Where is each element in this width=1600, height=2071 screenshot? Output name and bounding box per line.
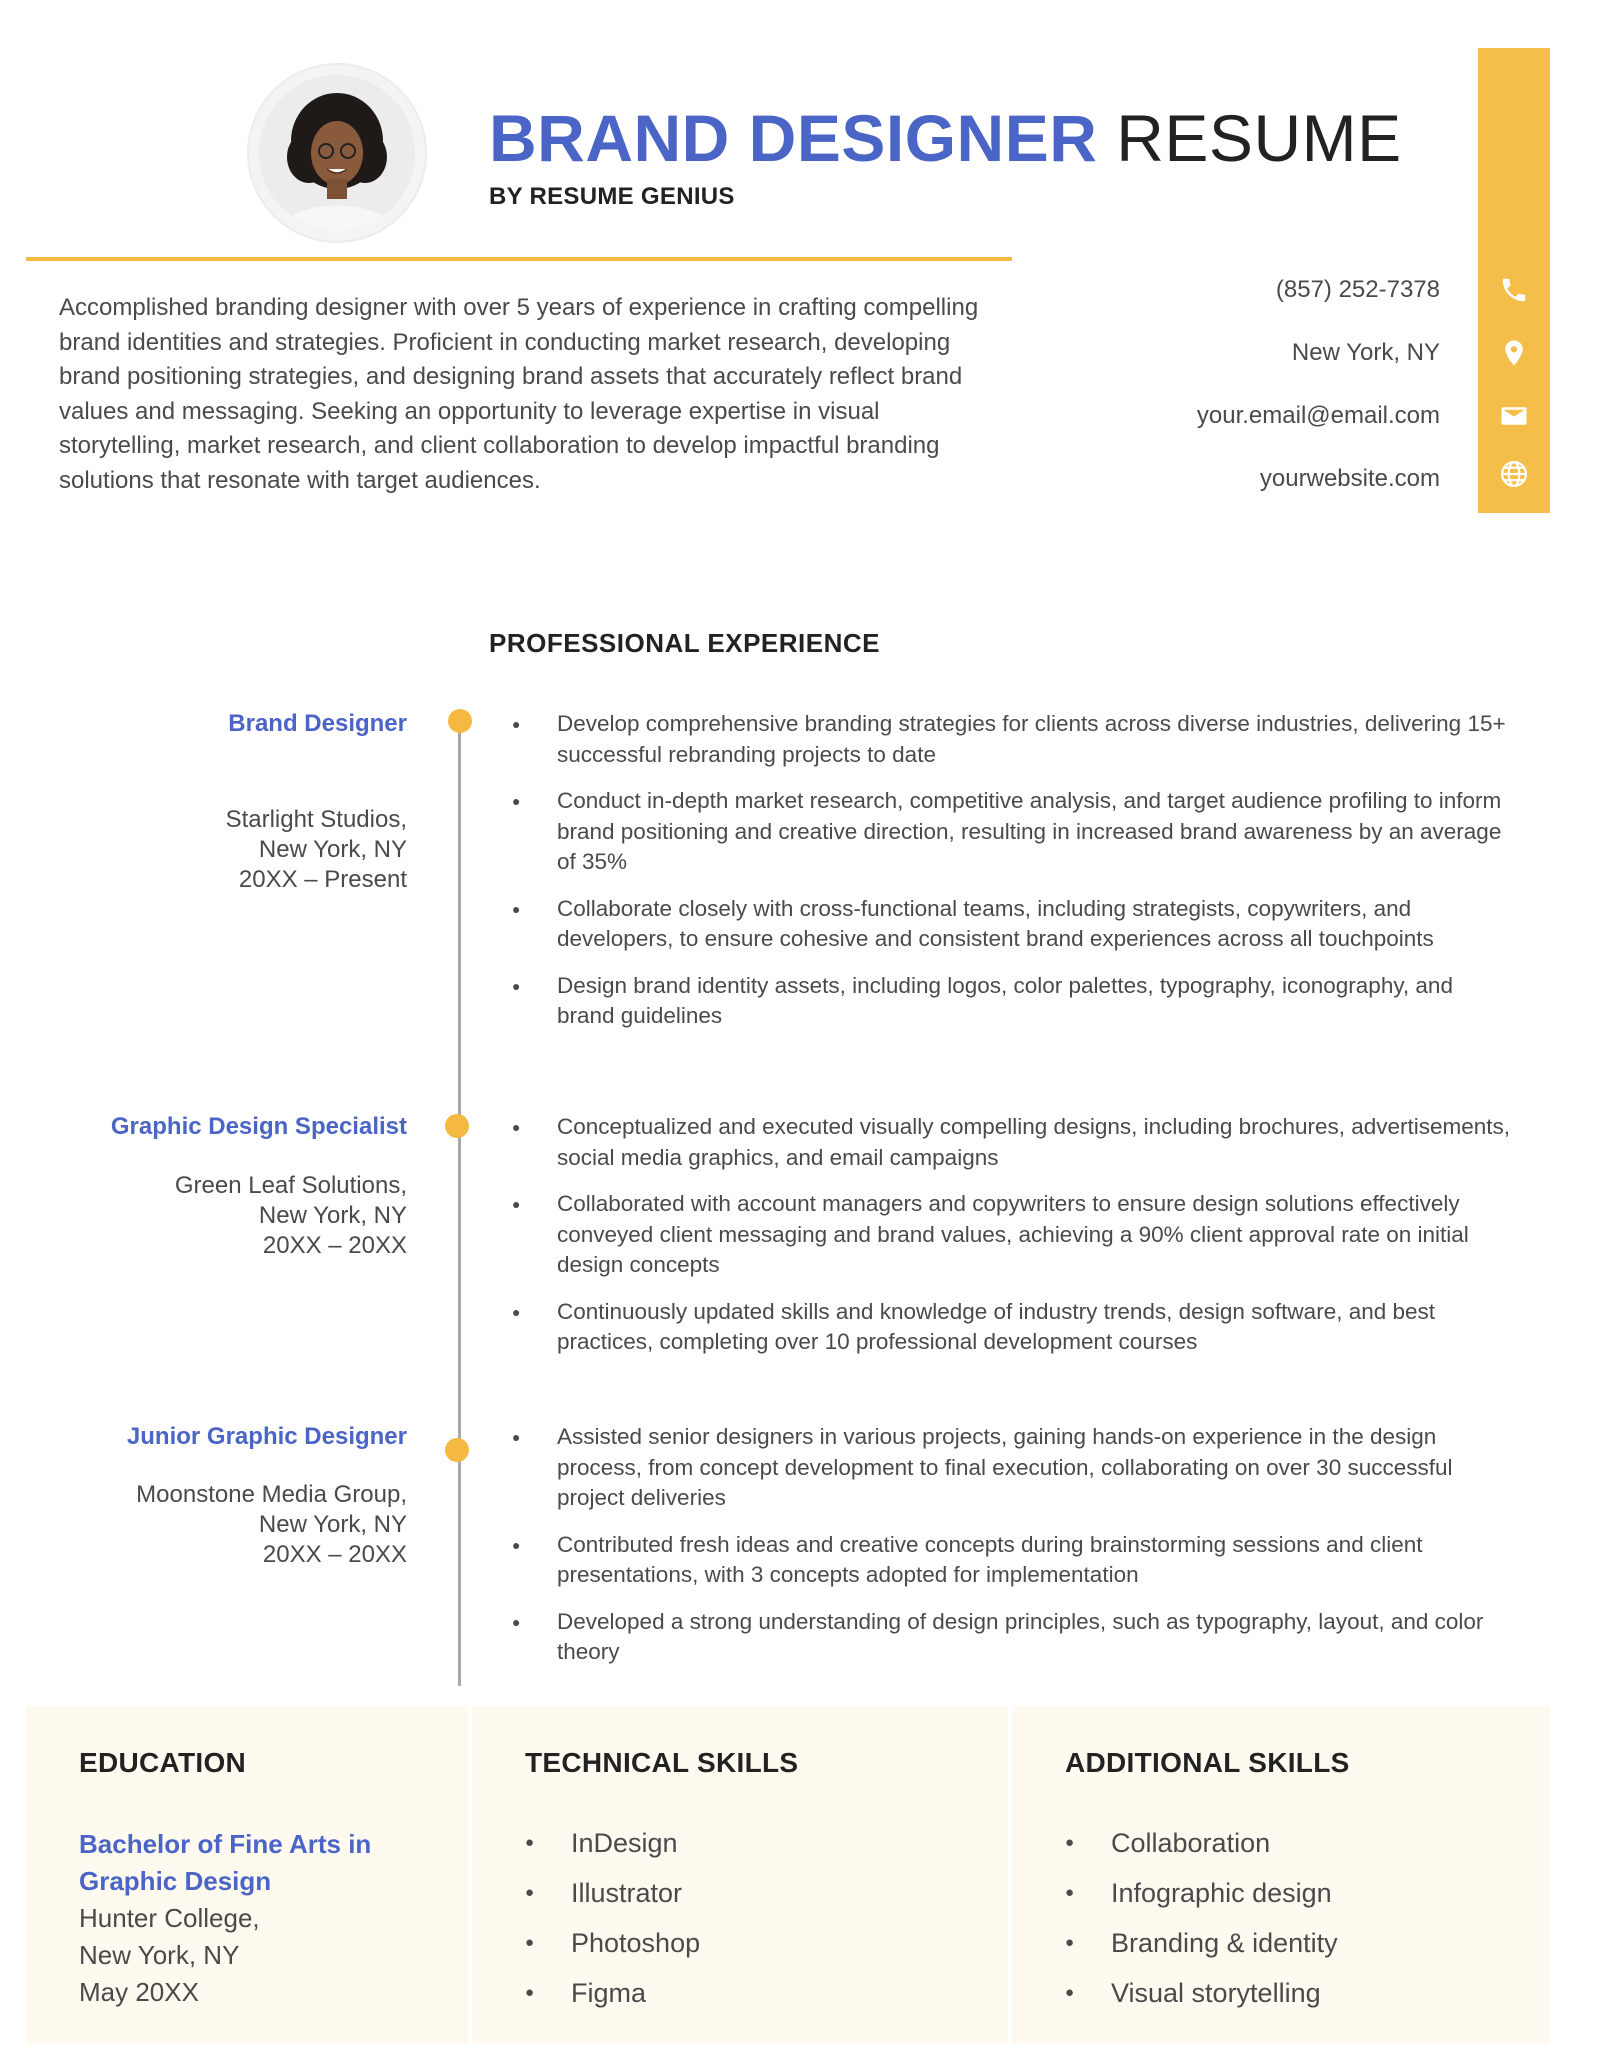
technical-skills-list — [525, 1818, 700, 2018]
title-accent: BRAND DESIGNER — [489, 101, 1098, 175]
bullet-item: ● Contributed fresh ideas and creative concepts during brainstorming sessions and client presentations, with 3 concepts adopted for implementation — [512, 1530, 1512, 1591]
bullet-item: ● Collaborated with account managers and copywriters to ensure design solutions effectively conveyed client messaging and brand values, achieving a 90% client approval rate on initial design concepts — [512, 1189, 1512, 1281]
technical-skills-heading: TECHNICAL SKILLS — [525, 1747, 799, 1778]
skill-item: ● Figma — [525, 1968, 700, 2018]
job-company: Starlight Studios, — [225, 806, 407, 833]
bullet-item: ● Design brand identity assets, including logos, color palettes, typography, iconography, and brand guidelines — [512, 971, 1512, 1032]
skill-item: ● Illustrator — [525, 1868, 700, 1918]
envelope-icon — [1499, 401, 1529, 431]
resume-title — [489, 98, 1402, 178]
job-company: Moonstone Media Group, — [136, 1481, 407, 1508]
job-title: Brand Designer — [228, 710, 407, 737]
skill-item: ● Visual storytelling — [1065, 1968, 1338, 2018]
timeline-dot — [445, 1114, 469, 1138]
bullet-item: ● Conceptualized and executed visually compelling designs, including brochures, advertisements, social media graphics, and email campaigns — [512, 1112, 1512, 1173]
job-location: New York, NY — [258, 1511, 407, 1538]
skill-item: ● InDesign — [525, 1818, 700, 1868]
job-bullets — [512, 709, 1512, 1048]
location-pin-icon — [1499, 338, 1529, 368]
job-title: Junior Graphic Designer — [126, 1423, 407, 1450]
globe-icon — [1499, 459, 1529, 489]
job-dates: 20XX – Present — [238, 866, 407, 893]
bullet-item: ● Developed a strong understanding of design principles, such as typography, layout, and color theory — [512, 1607, 1512, 1668]
job-details — [226, 805, 407, 895]
avatar — [259, 75, 415, 231]
education-degree: Bachelor of Fine Arts in Graphic Design — [79, 1829, 372, 1896]
phone-icon — [1499, 275, 1529, 305]
skill-item: ● Infographic design — [1065, 1868, 1338, 1918]
contact-phone[interactable]: (857) 252-7378 — [1275, 276, 1440, 303]
bullet-item: ● Conduct in-depth market research, competitive analysis, and target audience profiling to inform brand positioning and creative direction, resulting in increased brand awareness by an average of 35% — [512, 786, 1512, 878]
avatar-portrait — [259, 75, 415, 231]
summary-text: Accomplished branding designer with over 5 years of experience in crafting compelling brand identities and strategies. Proficient in conducting market research, developing brand positioning strategies, and designing brand assets that accurately reflect brand values and messaging. Seeking an opportunity to leverage expertise in visual storytelling, market research, and client collaboration to develop impactful branding solutions that resonate with target audiences. — [59, 294, 979, 494]
job-location: New York, NY — [258, 1202, 407, 1229]
job-details — [136, 1480, 407, 1570]
job-details — [175, 1171, 407, 1261]
education-location: New York, NY — [79, 1940, 240, 1970]
education-date: May 20XX — [79, 1977, 199, 2007]
education-details — [79, 1900, 260, 2011]
experience-heading: PROFESSIONAL EXPERIENCE — [489, 628, 880, 658]
byline: BY RESUME GENIUS — [489, 183, 735, 210]
title-rest: RESUME — [1116, 101, 1402, 175]
job-location: New York, NY — [258, 836, 407, 863]
education-school: Hunter College, — [79, 1903, 260, 1933]
additional-skills-list — [1065, 1818, 1338, 2018]
job-bullets — [512, 1112, 1512, 1374]
job-title: Graphic Design Specialist — [110, 1113, 407, 1140]
timeline-line — [458, 720, 461, 1686]
education-heading: EDUCATION — [79, 1747, 247, 1778]
bullet-item: ● Collaborate closely with cross-functional teams, including strategists, copywriters, and developers, to ensure cohesive and consistent brand experiences across all touchpoints — [512, 894, 1512, 955]
skill-item: ● Collaboration — [1065, 1818, 1338, 1868]
job-dates: 20XX – 20XX — [262, 1232, 407, 1259]
contact-location: New York, NY — [1291, 339, 1440, 366]
contact-email[interactable]: your.email@email.com — [1196, 402, 1440, 429]
contact-website[interactable]: yourwebsite.com — [1259, 465, 1440, 492]
additional-skills-heading: ADDITIONAL SKILLS — [1065, 1747, 1350, 1778]
header-divider — [26, 257, 1012, 261]
skill-item: ● Photoshop — [525, 1918, 700, 1968]
job-dates: 20XX – 20XX — [262, 1541, 407, 1568]
job-bullets — [512, 1422, 1512, 1684]
bullet-item: ● Develop comprehensive branding strategies for clients across diverse industries, delivering 15+ successful rebranding projects to date — [512, 709, 1512, 770]
bullet-item: ● Assisted senior designers in various projects, gaining hands-on experience in the design process, from concept development to final execution, collaborating on over 30 successful project deliveries — [512, 1422, 1512, 1514]
timeline-dot — [448, 709, 472, 733]
bullet-item: ● Continuously updated skills and knowledge of industry trends, design software, and best practices, completing over 10 professional development courses — [512, 1297, 1512, 1358]
skill-item: ● Branding & identity — [1065, 1918, 1338, 1968]
job-company: Green Leaf Solutions, — [174, 1172, 407, 1199]
timeline-dot — [445, 1438, 469, 1462]
